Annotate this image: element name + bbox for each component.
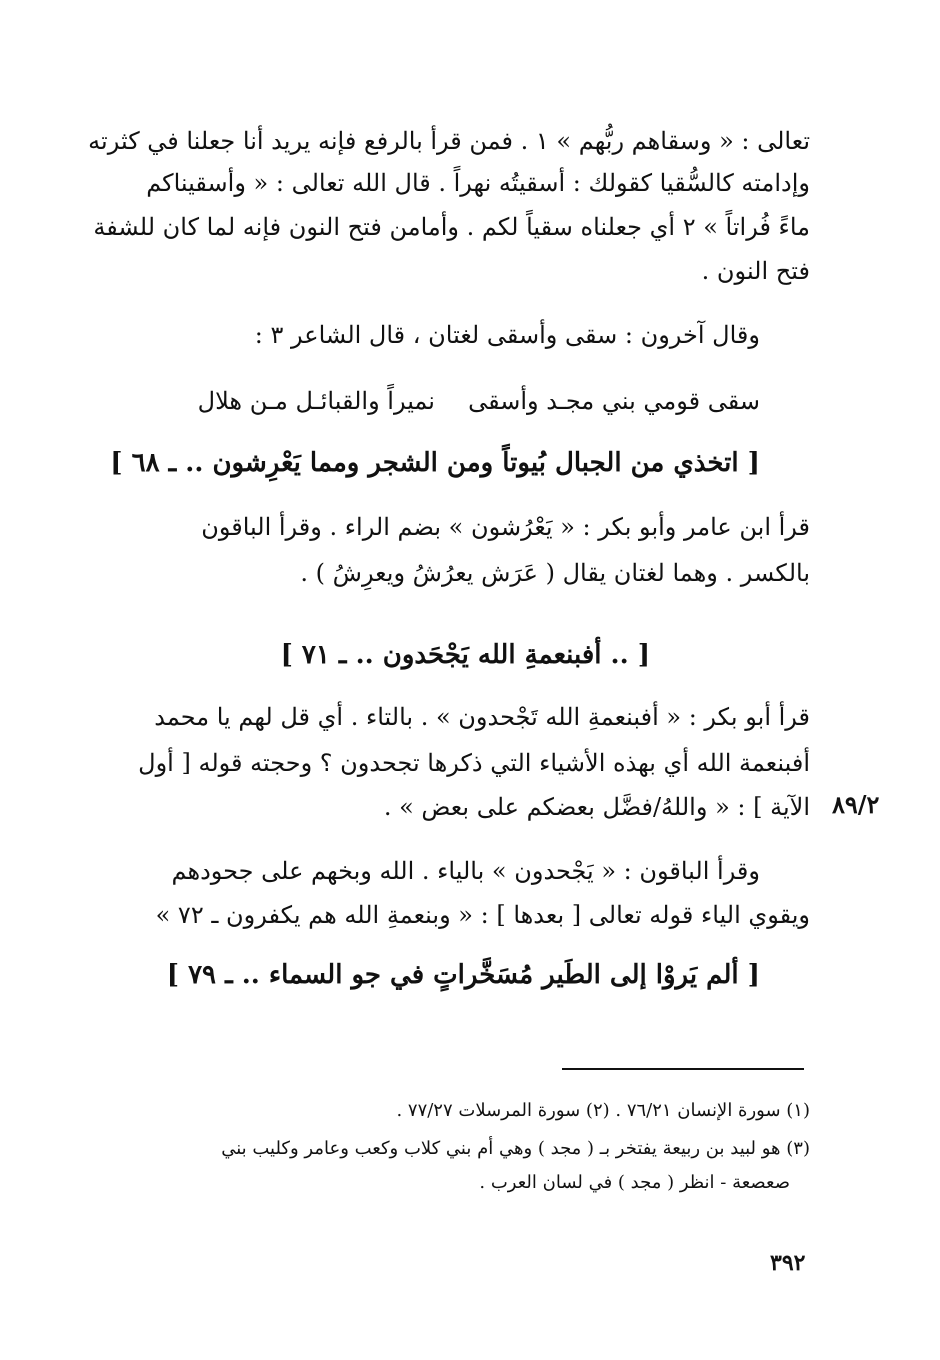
para-68-line-1: قرأ ابن عامر وأبو بكر : « يَعْرُشون » بضم الراء . وقرأ الباقون	[201, 513, 810, 541]
body-line-1: تعالى : « وسقاهم ربُّهم » ١ . فمن قرأ بالرفع فإنه يريد أنا جعلنا في كثرته	[88, 127, 810, 155]
para-68-line-2: بالكسر . وهما لغتان يقال ( عَرَش يعرُشُ ويعرِشُ ) .	[300, 559, 810, 587]
footnote-3-line-1: (٣) هو لبيد بن ربيعة يفتخر بـ ( مجد ) وهي أم بني كلاب وكعب وعامر وكليب بني	[221, 1138, 810, 1159]
para-baqun-line-2: ويقوي الياء قوله تعالى [ بعدها ] : « وبنعمةِ الله هم يكفرون ـ ٧٢ »	[155, 901, 810, 929]
body-line-5: وقال آخرون : سقى وأسقى لغتان ، قال الشاعر ٣ :	[254, 321, 760, 349]
heading-verse-68: [ اتخذي من الجبال بُيوتاً ومن الشجر ومما يَعْرِشون .. ـ ٦٨ ]	[110, 448, 760, 478]
footnote-separator	[562, 1068, 804, 1070]
body-line-2: وإدامته كالسُّقيا كقولك : أسقيتُه نهراً . قال الله تعالى : « وأسقيناكم	[146, 169, 810, 197]
footnote-3-line-2: صعصعة - انظر ( مجد ) في لسان العرب .	[479, 1172, 790, 1193]
body-line-4: فتح النون .	[701, 257, 810, 285]
para-baqun-line-1: وقرأ الباقون : « يَجْحدون » بالياء . الله وبخهم على جحودهم	[171, 857, 760, 885]
heading-verse-71: [ .. أفبنعمةِ الله يَجْحَدون .. ـ ٧١ ]	[280, 640, 650, 670]
verse-second-hemistich: نميراً والقبائـل مـن هلال	[197, 387, 435, 415]
footnote-1-2: (١) سورة الإنسان ٧٦/٢١ . (٢) سورة المرسلات ٧٧/٢٧ .	[396, 1100, 810, 1121]
margin-reference: ٨٩/٢	[832, 790, 880, 819]
heading-verse-79: [ ألم يَروْا إلى الطَير مُسَخَّراتٍ في جو السماء .. ـ ٧٩ ]	[166, 960, 760, 990]
para-71-line-3: الآية ] : « واللهُ/فضَّل بعضكم على بعض » .	[383, 793, 810, 821]
verse-first-hemistich: سقى قومي بني مجـد وأسقى	[468, 387, 760, 415]
body-line-3: ماءً فُراتاً » ٢ أي جعلناه سقياً لكم . وأمامن فتح النون فإنه لما كان للشفة	[93, 213, 810, 241]
para-71-line-2: أفبنعمة الله أي بهذه الأشياء التي ذكرها تجحدون ؟ وحجته قوله [ أول	[138, 749, 810, 777]
page-number: ٣٩٢	[770, 1250, 806, 1276]
para-71-line-1: قرأ أبو بكر : « أفبنعمةِ الله تَجْحدون » . بالتاء . أي قل لهم يا محمد	[154, 703, 810, 731]
